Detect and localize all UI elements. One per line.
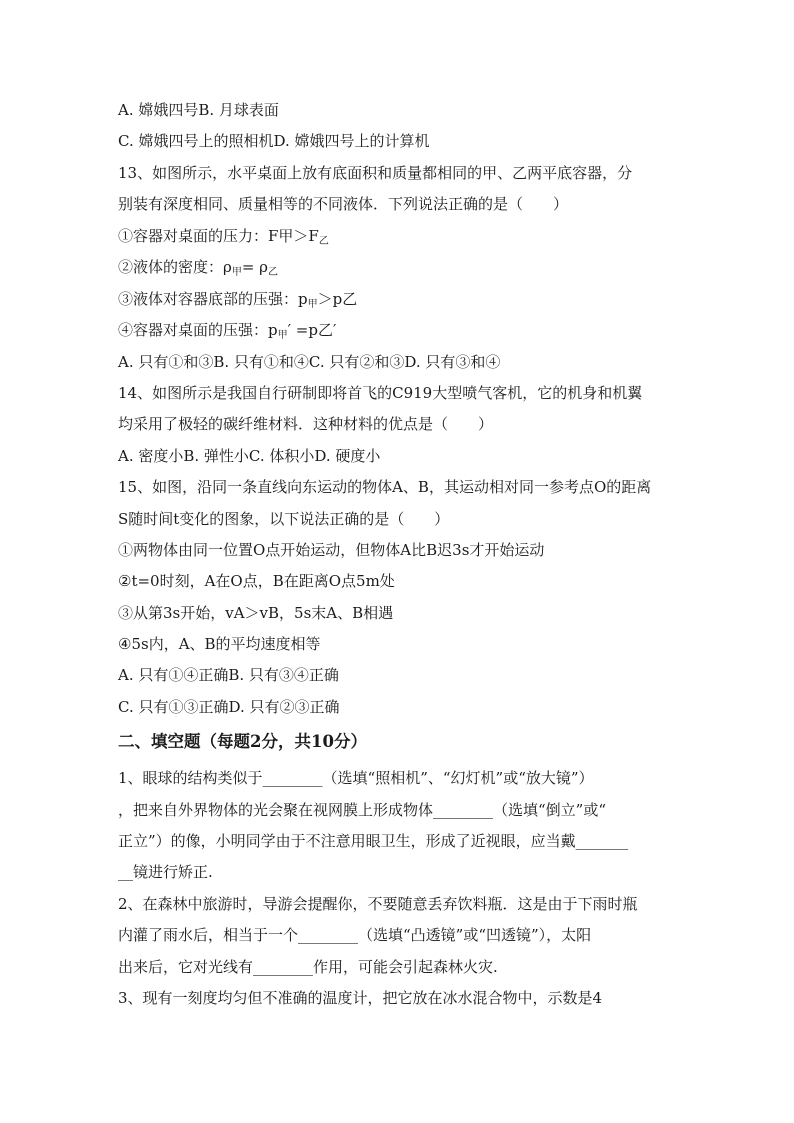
fill1-line1: 1、眼球的结构类似于________（选填“照相机”、“幻灯机”或“放大镜”） <box>118 769 594 787</box>
q15-stem-line2: S随时间t变化的图象，以下说法正确的是（ ） <box>118 510 450 528</box>
q13-statement-2-subscript-b: 乙 <box>267 267 278 278</box>
q13-statement-3-suffix: ＞p乙 <box>317 290 358 308</box>
q15-stem-line1: 15、如图，沿同一条直线向东运动的物体A、B，其运动相对同一参考点O的距离 <box>118 478 652 496</box>
q13-statement-3-subscript: 甲 <box>307 299 318 310</box>
q13-statement-1 <box>118 226 329 249</box>
q13-statement-2-text: ②液体的密度：ρ <box>118 258 232 276</box>
q13-statement-2-mid: = ρ <box>241 258 268 276</box>
q12-options-line1: A. 嫦娥四号B. 月球表面 <box>118 101 279 119</box>
q13-statement-1-text: ①容器对桌面的压力：F甲＞F <box>118 227 319 245</box>
q15-statement-1: ①两物体由同一位置O点开始运动，但物体A比B迟3s才开始运动 <box>118 541 545 559</box>
q13-statement-4 <box>118 320 336 343</box>
q13-stem-line1: 13、如图所示，水平桌面上放有底面积和质量都相同的甲、乙两平底容器，分 <box>118 164 633 182</box>
q13-options: A. 只有①和③B. 只有①和④C. 只有②和③D. 只有③和④ <box>118 353 501 371</box>
fill2-line2: 内灌了雨水后，相当于一个________（选填“凸透镜”或“凹透镜”），太阳 <box>118 926 592 944</box>
q13-statement-3 <box>118 289 357 312</box>
q14-stem-line2: 均采用了极轻的碳纤维材料．这种材料的优点是（ ） <box>118 415 494 433</box>
q14-stem-line1: 14、如图所示是我国自行研制即将首飞的C919大型喷气客机，它的机身和机翼 <box>118 384 643 402</box>
fill2-line3: 出来后，它对光线有________作用，可能会引起森林火灾. <box>118 958 498 976</box>
q13-stem-line2: 别装有深度相同、质量相等的不同液体．下列说法正确的是（ ） <box>118 195 569 213</box>
fill2-line1: 2、在森林中旅游时，导游会提醒你，不要随意丢弃饮料瓶．这是由于下雨时瓶 <box>118 895 638 913</box>
q13-statement-4-suffix: ′ =p乙′ <box>287 321 337 339</box>
section-heading-fill-in: 二、填空题（每题2分，共10分） <box>118 732 367 751</box>
q15-statement-4: ④5s内，A、B的平均速度相等 <box>118 635 321 653</box>
q13-statement-4-text: ④容器对桌面的压强：p <box>118 321 278 339</box>
q12-options-line2: C. 嫦娥四号上的照相机D. 嫦娥四号上的计算机 <box>118 132 430 150</box>
q15-options-line2: C. 只有①③正确D. 只有②③正确 <box>118 698 340 716</box>
fill1-line4: __镜进行矫正. <box>118 863 213 881</box>
q13-statement-3-text: ③液体对容器底部的压强：p <box>118 290 308 308</box>
q15-options-line1: A. 只有①④正确B. 只有③④正确 <box>118 666 339 684</box>
q13-statement-2 <box>118 257 278 280</box>
fill3-line1: 3、现有一刻度均匀但不准确的温度计，把它放在冰水混合物中，示数是4 <box>118 989 603 1007</box>
q14-options: A. 密度小B. 弹性小C. 体积小D. 硬度小 <box>118 447 381 465</box>
fill1-line3: 正立”）的像，小明同学由于不注意用眼卫生，形成了近视眼，应当戴_______ <box>118 832 629 850</box>
q13-statement-1-subscript: 乙 <box>318 236 329 247</box>
fill1-line2: ，把来自外界物体的光会聚在视网膜上形成物体________（选填“倒立”或“ <box>118 801 607 819</box>
q15-statement-3: ③从第3s开始，vA＞vB，5s末A、B相遇 <box>118 604 394 622</box>
q15-statement-2: ②t=0时刻，A在O点，B在距离O点5m处 <box>118 572 395 590</box>
q13-statement-2-subscript-a: 甲 <box>231 267 242 278</box>
q13-statement-4-subscript: 甲 <box>277 330 288 341</box>
